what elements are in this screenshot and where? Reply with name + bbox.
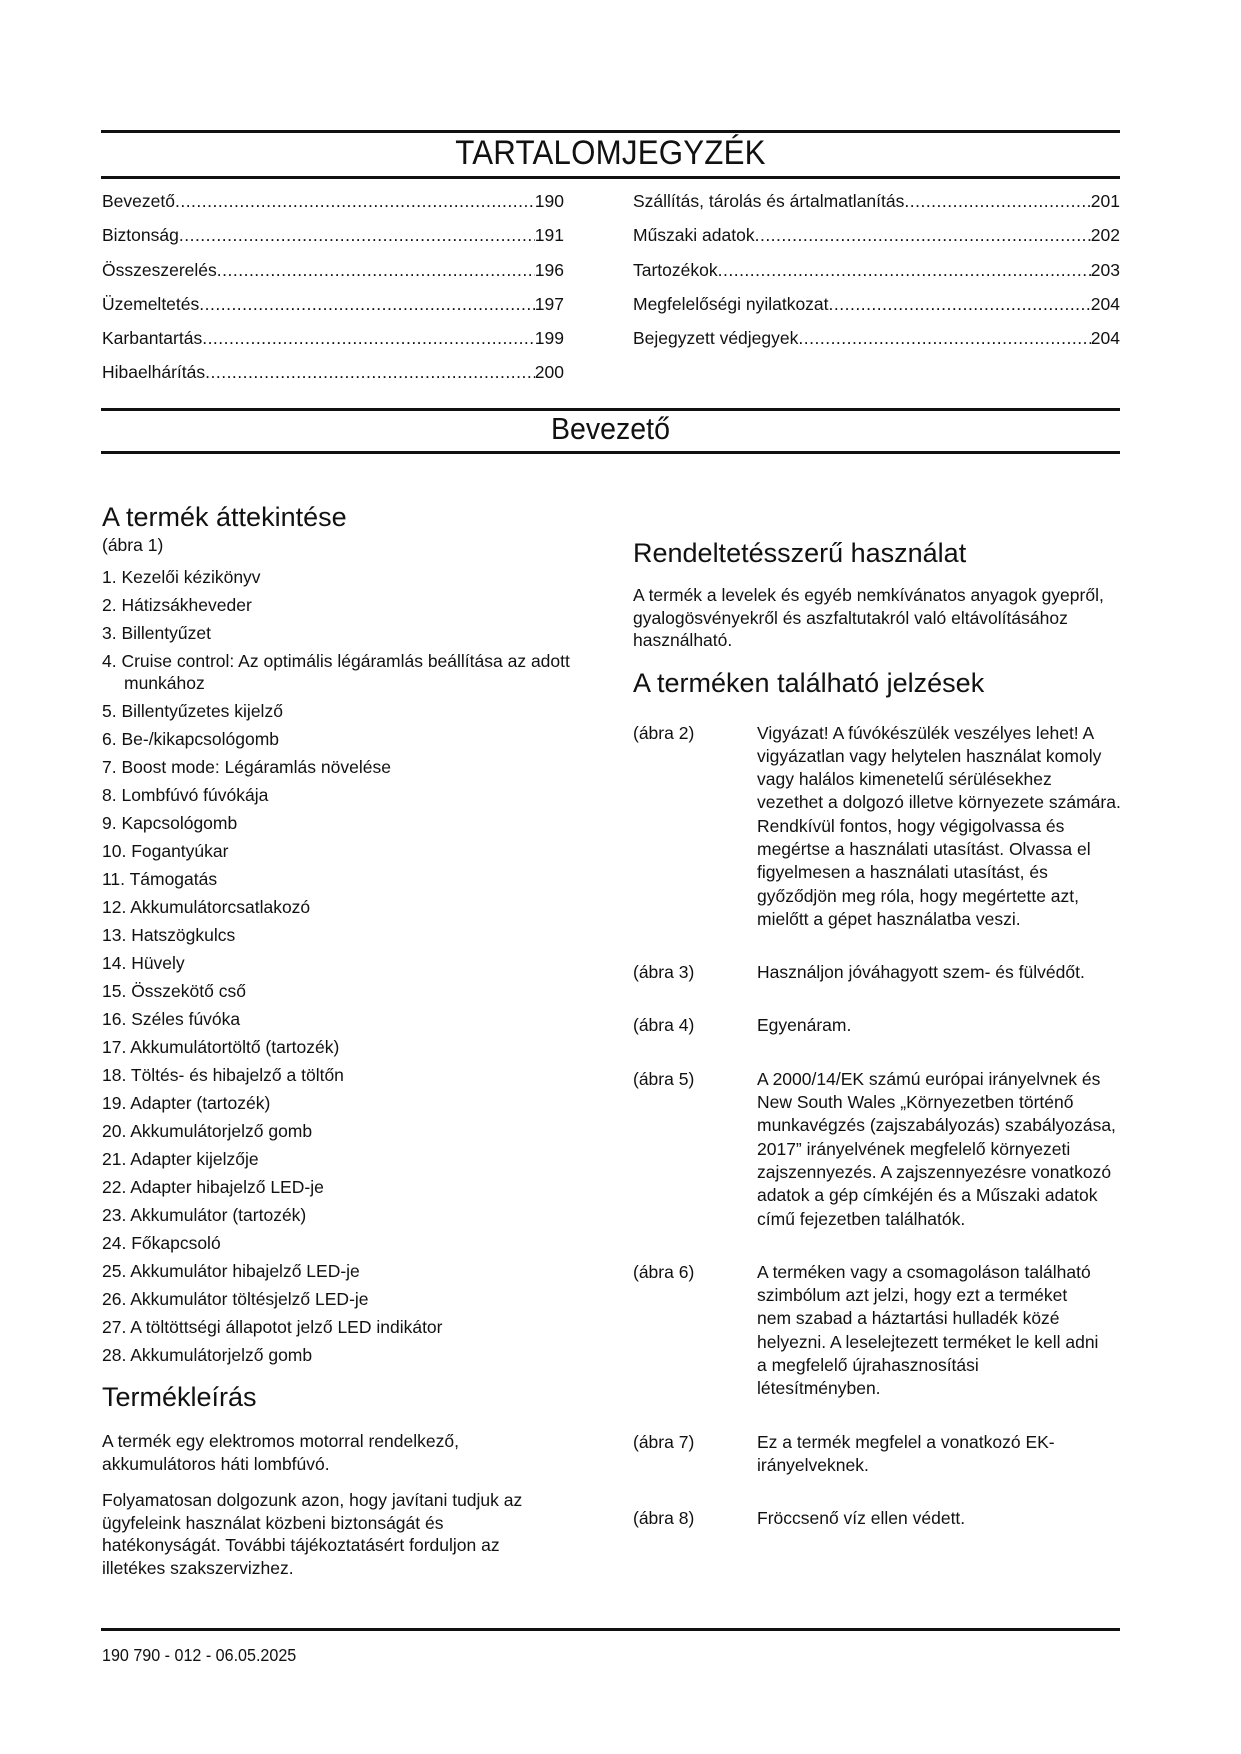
section-title: Bevezető <box>551 411 670 446</box>
parts-list-item: 1. Kezelői kézikönyv <box>102 567 261 587</box>
markings-heading: A terméken található jelzések <box>633 667 985 698</box>
marking-text: Ez a termék megfelel a vonatkozó EK-irányelveknek. <box>757 1431 1055 1475</box>
toc-bottom-rule <box>101 176 1120 179</box>
toc-entry-page: 204 <box>1090 328 1120 349</box>
marking-figure-ref: (ábra 2) <box>633 722 695 743</box>
parts-list-item: 25. Akkumulátor hibajelző LED-je <box>102 1261 360 1281</box>
overview-figure-ref: (ábra 1) <box>102 535 164 555</box>
toc-entry[interactable] <box>102 362 564 396</box>
toc-title: TARTALOMJEGYZÉK <box>455 134 766 172</box>
toc-entry[interactable] <box>102 328 564 362</box>
toc-entry[interactable] <box>102 191 564 225</box>
parts-list-item: 13. Hatszögkulcs <box>102 925 236 945</box>
marking-item <box>633 961 1123 984</box>
toc-entry-label: Üzemeltetés <box>102 293 200 314</box>
marking-figure-ref: (ábra 5) <box>633 1068 695 1089</box>
parts-list-item: 26. Akkumulátor töltésjelző LED-je <box>102 1289 369 1309</box>
marking-item <box>633 1507 1123 1530</box>
parts-list-item: 7. Boost mode: Légáramlás növelése <box>102 757 391 777</box>
toc-entry[interactable] <box>633 260 1120 294</box>
toc-entry-page: 197 <box>534 293 564 314</box>
intended-use-text: A termék a levelek és egyéb nemkívánatos anyagok gyepről, gyalogösvényekről és aszfaltutakról való eltávolításához használható. <box>633 585 1104 650</box>
marking-text: Egyenáram. <box>757 1015 852 1036</box>
parts-list-item: 19. Adapter (tartozék) <box>102 1093 271 1113</box>
toc-entry-label: Összeszerelés <box>102 259 217 280</box>
parts-list-item: 22. Adapter hibajelző LED-je <box>102 1177 324 1197</box>
parts-list-item: 18. Töltés- és hibajelző a töltőn <box>102 1065 344 1085</box>
toc-top-rule <box>101 130 1120 133</box>
left-column <box>102 500 602 1579</box>
toc-leader-dots <box>175 191 535 212</box>
marking-text: A terméken vagy a csomagoláson található szimbólum azt jelzi, hogy ezt a terméket nem szabad a háztartási hulladék közé helyezni. A leselejtezett terméket le kell adni a megfelelő újrahasznosítási létesítményben. <box>757 1261 1099 1399</box>
parts-list-item: 5. Billentyűzetes kijelző <box>102 701 283 721</box>
toc-leader-dots <box>829 294 1091 315</box>
parts-list-item: 23. Akkumulátor (tartozék) <box>102 1205 307 1225</box>
toc-entry[interactable] <box>633 294 1120 328</box>
marking-text: Használjon jóváhagyott szem- és fülvédőt. <box>757 962 1085 983</box>
parts-list-item: 3. Billentyűzet <box>102 623 211 643</box>
toc-entry-page: 201 <box>1090 191 1120 211</box>
marking-figure-ref: (ábra 8) <box>633 1508 695 1529</box>
toc-entry-label: Műszaki adatok <box>633 225 755 246</box>
toc-entry-label: Hibaelhárítás <box>102 362 206 383</box>
toc-left-column <box>102 191 564 397</box>
toc-leader-dots <box>179 225 535 246</box>
toc-entry-label: Biztonság <box>102 225 179 246</box>
marking-item <box>633 1261 1123 1401</box>
parts-list-item: 6. Be-/kikapcsológomb <box>102 729 280 749</box>
parts-list-item: 8. Lombfúvó fúvókája <box>102 785 269 805</box>
description-paragraph: A termék egy elektromos motorral rendelkező, akkumulátoros háti lombfúvó. <box>102 1431 459 1474</box>
parts-list-item: 24. Főkapcsoló <box>102 1233 221 1253</box>
toc-entry[interactable] <box>633 191 1120 225</box>
toc-entry-label: Megfelelőségi nyilatkozat <box>633 293 829 314</box>
toc-leader-dots <box>718 260 1091 281</box>
marking-text: A 2000/14/EK számú európai irányelvnek és New South Wales „Környezetben történő munkavégzés (zajszabályozás) szabályozása, 2017” irányelvének megfelelő környezeti zajszennyezés. A zajszennyezésre vonatkozó adatok a gép címkéjén és a Műszaki adatok című fejezetben találhatók. <box>757 1068 1116 1229</box>
marking-item <box>633 1068 1123 1231</box>
toc-leader-dots <box>904 191 1090 212</box>
parts-list-item: 4. Cruise control: Az optimális légáramlás beállítása az adott munkához <box>102 651 570 693</box>
parts-list-item: 15. Összekötő cső <box>102 981 246 1001</box>
toc-entry-label: Bejegyzett védjegyek <box>633 328 799 349</box>
toc-entry-page: 190 <box>534 191 564 211</box>
toc-entry[interactable] <box>102 294 564 328</box>
toc-leader-dots <box>798 328 1090 349</box>
toc-leader-dots <box>202 328 535 349</box>
marking-item <box>633 1431 1123 1478</box>
parts-list-item: 20. Akkumulátorjelző gomb <box>102 1121 313 1141</box>
toc-entry-page: 204 <box>1090 293 1120 314</box>
marking-figure-ref: (ábra 6) <box>633 1261 695 1282</box>
right-column <box>633 536 1123 1531</box>
toc-entry-label: Tartozékok <box>633 259 718 280</box>
parts-list-item: 11. Támogatás <box>102 869 218 889</box>
intended-use-heading: Rendeltetésszerű használat <box>633 538 967 568</box>
toc-leader-dots <box>217 260 535 281</box>
toc-entry[interactable] <box>633 225 1120 259</box>
marking-figure-ref: (ábra 3) <box>633 962 695 983</box>
parts-list-item: 21. Adapter kijelzője <box>102 1149 259 1169</box>
toc-entry-page: 196 <box>534 259 564 280</box>
parts-list-item: 17. Akkumulátortöltő (tartozék) <box>102 1037 340 1057</box>
toc-entry-label: Bevezető <box>102 191 175 211</box>
marking-text: Fröccsenő víz ellen védett. <box>757 1508 966 1529</box>
marking-text: Vigyázat! A fúvókészülék veszélyes lehet! A vigyázatlan vagy helytelen használat komoly vagy halálos kimenetelű sérülésekhez vezethet a dolgozó illetve környezete számára. Rendkívül fontos, hogy végigolvassa és megértse a használati utasítást. Olvassa el figyelmesen a használati utasítást, és győződjön meg róla, hogy megértette azt, mielőtt a gépet használatba veszi. <box>757 722 1121 929</box>
overview-heading: A termék áttekintése <box>102 502 347 532</box>
toc-entry[interactable] <box>102 260 564 294</box>
toc-leader-dots <box>199 294 535 315</box>
parts-list-item: 2. Hátizsákheveder <box>102 595 252 615</box>
parts-list-item: 14. Hüvely <box>102 953 185 973</box>
parts-list-item: 10. Fogantyúkar <box>102 841 229 861</box>
footer-doc-id: 190 790 - 012 - 06.05.2025 <box>102 1645 297 1665</box>
parts-list-item: 27. A töltöttségi állapotot jelző LED indikátor <box>102 1317 443 1337</box>
toc-right-column <box>633 191 1120 362</box>
parts-list-item: 28. Akkumulátorjelző gomb <box>102 1345 313 1365</box>
marking-item <box>633 722 1123 932</box>
description-paragraph: Folyamatosan dolgozunk azon, hogy javítani tudjuk az ügyfeleink használat közbeni biztonságát és hatékonyságát. További tájékoztatásért forduljon az illetékes szakszervizhez. <box>102 1490 523 1578</box>
toc-entry-page: 202 <box>1090 225 1120 246</box>
marking-item <box>633 1014 1123 1037</box>
marking-figure-ref: (ábra 7) <box>633 1431 695 1452</box>
parts-list-item: 9. Kapcsológomb <box>102 813 238 833</box>
toc-entry-page: 200 <box>534 362 564 383</box>
parts-list-item: 12. Akkumulátorcsatlakozó <box>102 897 311 917</box>
toc-entry[interactable] <box>102 225 564 259</box>
toc-entry-page: 199 <box>534 328 564 349</box>
toc-entry-label: Karbantartás <box>102 328 203 349</box>
section-bottom-rule <box>101 451 1120 454</box>
description-heading: Termékleírás <box>102 1382 257 1412</box>
parts-list-item: 16. Széles fúvóka <box>102 1009 241 1029</box>
toc-entry-page: 203 <box>1090 259 1120 280</box>
toc-entry-page: 191 <box>534 225 564 246</box>
toc-entry[interactable] <box>633 328 1120 362</box>
footer-rule <box>101 1628 1120 1631</box>
toc-leader-dots <box>205 362 535 383</box>
toc-leader-dots <box>755 225 1091 246</box>
parts-list <box>102 566 602 1366</box>
marking-figure-ref: (ábra 4) <box>633 1015 695 1036</box>
toc-entry-label: Szállítás, tárolás és ártalmatlanítás <box>633 191 905 211</box>
